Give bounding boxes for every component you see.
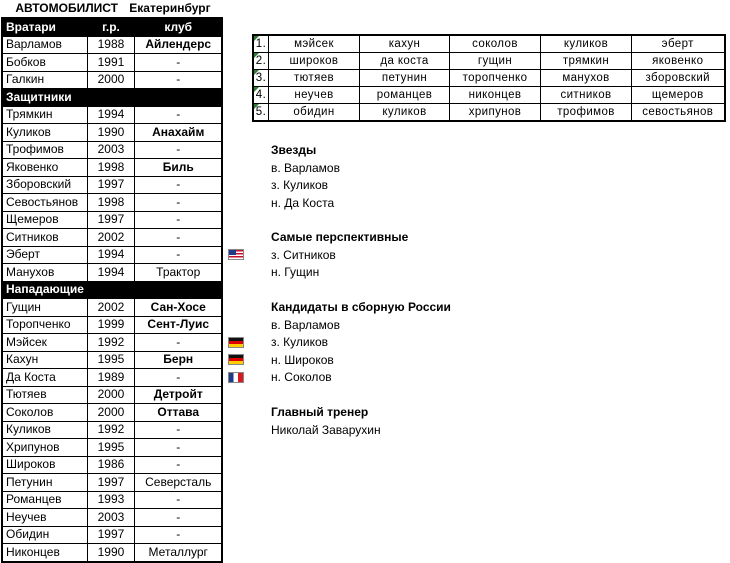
player-row (2, 141, 222, 159)
national-team-block (271, 299, 451, 387)
player-row (2, 316, 222, 334)
player-name: Трофимов (2, 141, 87, 159)
player-club: Металлург (134, 544, 222, 562)
player-club: - (134, 491, 222, 509)
player-name: Хрипунов (2, 439, 87, 457)
line-row (253, 53, 725, 70)
player-birth-year: 1992 (87, 421, 134, 439)
player-row (2, 106, 222, 124)
player-club: - (134, 526, 222, 544)
section-header-row (2, 89, 222, 107)
star-item: з. Куликов (271, 178, 329, 192)
line-player: обидин (269, 104, 360, 122)
player-name: Куликов (2, 124, 87, 142)
player-club: Сент-Луис (134, 316, 222, 334)
team-name: АВТОМОБИЛИСТ (15, 1, 118, 15)
line-player: романцев (360, 87, 450, 104)
line-number: 3. (253, 70, 269, 87)
stars-title: Звезды (271, 143, 317, 157)
line-player: кахун (360, 35, 450, 53)
us-flag-icon (228, 249, 244, 260)
team-city: Екатеринбург (129, 1, 211, 15)
lines-table (252, 34, 726, 122)
player-club: - (134, 71, 222, 89)
player-club: - (134, 509, 222, 527)
player-row (2, 334, 222, 352)
player-birth-year: 2003 (87, 141, 134, 159)
line-number: 4. (253, 87, 269, 104)
player-club: - (134, 176, 222, 194)
player-birth-year: 1991 (87, 54, 134, 72)
line-player: щемеров (632, 87, 725, 104)
player-club: Детройт (134, 386, 222, 404)
column-header-club (134, 89, 222, 107)
national-item: н. Широков (271, 352, 334, 367)
player-club: Сан-Хосе (134, 299, 222, 317)
player-club: Анахайм (134, 124, 222, 142)
player-birth-year: 1988 (87, 36, 134, 54)
player-birth-year: 1999 (87, 316, 134, 334)
player-row (2, 264, 222, 282)
player-birth-year: 1998 (87, 159, 134, 177)
player-name: Манухов (2, 264, 87, 282)
player-birth-year: 1997 (87, 176, 134, 194)
line-number: 1. (253, 35, 269, 53)
player-row (2, 386, 222, 404)
coach-title: Главный тренер (271, 405, 369, 419)
line-number: 5. (253, 104, 269, 122)
player-name: Романцев (2, 491, 87, 509)
player-row (2, 71, 222, 89)
player-row (2, 211, 222, 229)
line-player: зборовский (632, 70, 725, 87)
line-player: неучев (269, 87, 360, 104)
player-row (2, 36, 222, 54)
line-player: тютяев (269, 70, 360, 87)
player-club: Берн (134, 351, 222, 369)
player-club: - (134, 369, 222, 387)
player-name: Ситников (2, 229, 87, 247)
player-birth-year: 1997 (87, 211, 134, 229)
player-row (2, 246, 222, 264)
player-name: Тютяев (2, 386, 87, 404)
player-name: Кахун (2, 351, 87, 369)
player-birth-year: 1994 (87, 264, 134, 282)
player-row (2, 229, 222, 247)
player-club: - (134, 229, 222, 247)
player-row (2, 474, 222, 492)
player-name: Петунин (2, 474, 87, 492)
player-club: Айлендерс (134, 36, 222, 54)
player-row (2, 404, 222, 422)
player-name: Варламов (2, 36, 87, 54)
player-name: Никонцев (2, 544, 87, 562)
line-player: торопченко (450, 70, 541, 87)
line-player: куликов (541, 35, 632, 53)
player-birth-year: 1989 (87, 369, 134, 387)
player-name: Бобков (2, 54, 87, 72)
line-row (253, 87, 725, 104)
line-player: манухов (541, 70, 632, 87)
player-club: - (134, 439, 222, 457)
star-item: н. Да Коста (271, 195, 335, 210)
player-row (2, 526, 222, 544)
player-birth-year: 1990 (87, 544, 134, 562)
coach-name: Николай Заварухин (271, 422, 381, 437)
player-name: Соколов (2, 404, 87, 422)
line-player: широков (269, 53, 360, 70)
prospect-item: з. Ситников (271, 247, 336, 262)
section-title: Вратари (2, 18, 87, 36)
national-item: н. Соколов (271, 370, 332, 384)
player-name: Неучев (2, 509, 87, 527)
player-club: - (134, 194, 222, 212)
section-header-row (2, 18, 222, 36)
line-number: 2. (253, 53, 269, 70)
player-row (2, 456, 222, 474)
line-player: куликов (360, 104, 450, 122)
line-player: севостьянов (632, 104, 725, 122)
line-player: мэйсек (269, 35, 360, 53)
player-club: - (134, 141, 222, 159)
player-club: - (134, 54, 222, 72)
section-title: Нападающие (2, 281, 87, 299)
player-row (2, 421, 222, 439)
player-club: - (134, 106, 222, 124)
roster-table (1, 17, 223, 563)
player-club: - (134, 456, 222, 474)
line-player: да коста (360, 53, 450, 70)
line-player: ситников (541, 87, 632, 104)
player-birth-year: 1995 (87, 439, 134, 457)
player-name: Гущин (2, 299, 87, 317)
line-player: трофимов (541, 104, 632, 122)
national-title: Кандидаты в сборную России (271, 300, 451, 314)
player-club: Северсталь (134, 474, 222, 492)
player-birth-year: 2000 (87, 386, 134, 404)
player-name: Мэйсек (2, 334, 87, 352)
player-row (2, 176, 222, 194)
player-name: Торопченко (2, 316, 87, 334)
coach-block (271, 404, 381, 439)
player-row (2, 439, 222, 457)
player-row (2, 544, 222, 562)
line-player: соколов (450, 35, 541, 53)
player-birth-year: 2000 (87, 71, 134, 89)
player-name: Севостьянов (2, 194, 87, 212)
line-player: эберт (632, 35, 725, 53)
team-title (0, 0, 226, 17)
player-birth-year: 1994 (87, 106, 134, 124)
player-birth-year: 2002 (87, 299, 134, 317)
player-name: Эберт (2, 246, 87, 264)
player-row (2, 299, 222, 317)
germany-flag-icon (228, 354, 244, 365)
line-row (253, 70, 725, 87)
player-row (2, 54, 222, 72)
section-header-row (2, 281, 222, 299)
player-birth-year: 1986 (87, 456, 134, 474)
column-header-club: клуб (134, 18, 222, 36)
line-player: хрипунов (450, 104, 541, 122)
player-club: Биль (134, 159, 222, 177)
player-row (2, 509, 222, 527)
player-birth-year: 1992 (87, 334, 134, 352)
player-name: Обидин (2, 526, 87, 544)
player-row (2, 194, 222, 212)
player-name: Щемеров (2, 211, 87, 229)
player-birth-year: 2002 (87, 229, 134, 247)
player-row (2, 159, 222, 177)
player-birth-year: 1995 (87, 351, 134, 369)
star-item: в. Варламов (271, 160, 340, 175)
column-header-year: г.р. (87, 18, 134, 36)
player-club: - (134, 211, 222, 229)
player-club: Трактор (134, 264, 222, 282)
player-birth-year: 2003 (87, 509, 134, 527)
player-row (2, 351, 222, 369)
germany-flag-icon (228, 337, 244, 348)
column-header-year (87, 89, 134, 107)
prospects-block (271, 229, 408, 282)
player-row (2, 491, 222, 509)
national-item: в. Варламов (271, 317, 340, 332)
player-club: Оттава (134, 404, 222, 422)
player-name: Трямкин (2, 106, 87, 124)
column-header-club (134, 281, 222, 299)
player-name: Да Коста (2, 369, 87, 387)
prospects-title: Самые перспективные (271, 230, 409, 244)
player-name: Широков (2, 456, 87, 474)
player-club: - (134, 421, 222, 439)
player-club: - (134, 334, 222, 352)
player-name: Зборовский (2, 176, 87, 194)
player-birth-year: 1994 (87, 246, 134, 264)
national-item: з. Куликов (271, 335, 329, 349)
prospect-item: н. Гущин (271, 265, 320, 279)
line-row (253, 104, 725, 122)
player-row (2, 124, 222, 142)
player-name: Галкин (2, 71, 87, 89)
france-flag-icon (228, 372, 244, 383)
player-name: Яковенко (2, 159, 87, 177)
player-birth-year: 1993 (87, 491, 134, 509)
column-header-year (87, 281, 134, 299)
line-player: никонцев (450, 87, 541, 104)
line-row (253, 35, 725, 53)
player-club: - (134, 246, 222, 264)
player-row (2, 369, 222, 387)
line-player: яковенко (632, 53, 725, 70)
player-birth-year: 1998 (87, 194, 134, 212)
player-birth-year: 1990 (87, 124, 134, 142)
line-player: гущин (450, 53, 541, 70)
section-title: Защитники (2, 89, 87, 107)
player-name: Куликов (2, 421, 87, 439)
stars-block (271, 142, 340, 212)
player-birth-year: 1997 (87, 526, 134, 544)
line-player: петунин (360, 70, 450, 87)
line-player: трямкин (541, 53, 632, 70)
player-birth-year: 1997 (87, 474, 134, 492)
player-birth-year: 2000 (87, 404, 134, 422)
